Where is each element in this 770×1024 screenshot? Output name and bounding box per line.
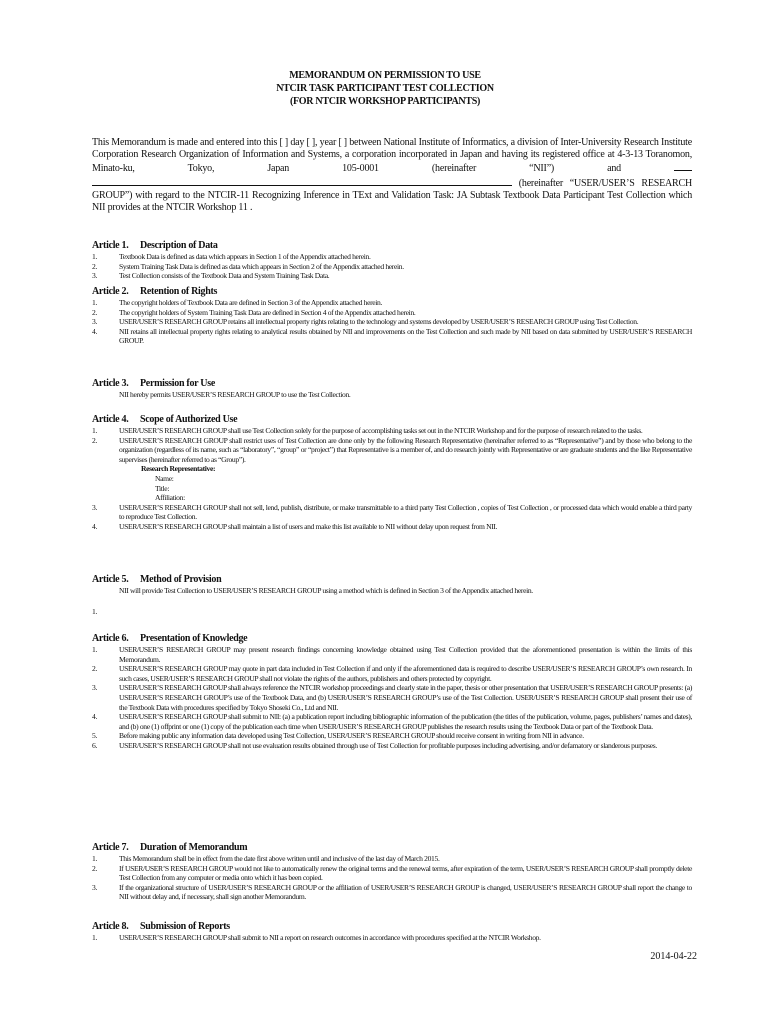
blank-line (92, 176, 512, 186)
article-text: NII hereby permits USER/USER’S RESEARCH GROUP to use the Test Collection. (119, 390, 351, 399)
research-representative (92, 464, 692, 502)
list-item: 2. USER/USER’S RESEARCH GROUP may quote in part data included in Test Collection if and only if the aforementioned data is required to describe USER/USER’S RESEARCH GROUP’s own research. In such cases, USER/USER’S RESEARCH GROUP shall not violate the rights of the authors, publishers and others protected by copyright. (92, 664, 692, 683)
title-line: NTCIR TASK PARTICIPANT TEST COLLECTION (276, 83, 494, 94)
list-item: 5. Before making public any information data developed using Test Collection, USER/USER’S RESEARCH GROUP should receive consent in writing from NII in advance. (92, 731, 584, 741)
stray-number: 1. (92, 606, 97, 616)
document-title (0, 69, 770, 108)
article-2 (92, 286, 692, 346)
article-7 (92, 842, 692, 902)
rep-field-title: Title: (155, 483, 170, 493)
list-item: 3. USER/USER’S RESEARCH GROUP shall always reference the NTCIR workshop proceedings and clearly state in the paper, thesis or other presentation that USER/USER’S RESEARCH GROUP presents: (a) USER/USER’S RESEARCH GROUP’s use of the Textbook Data, and (b) USER/USER’S RESEARCH GROUP’s use of the Test Collection. USER/USER’S RESEARCH GROUP shall present their use of the Textbook Data with procedures specified by Tokyo Shoseki Co., Ltd and NII. (92, 683, 692, 712)
list-item: 4. USER/USER’S RESEARCH GROUP shall maintain a list of users and make this list available to NII without delay upon request from NII. (92, 521, 498, 531)
list-item: 4. NII retains all intellectual property rights relating to analytical results obtained by NII and improvements on the Test Collection and such made by NII based on data submitted by USER/USER’S RESEARCH GROUP. (92, 326, 692, 346)
list-item: 1. Textbook Data is defined as data which appears in Section 1 of the Appendix attached herein. (92, 252, 371, 261)
blank-line (674, 161, 692, 171)
article-heading: Article 6. Presentation of Knowledge (92, 633, 248, 644)
title-line: MEMORANDUM ON PERMISSION TO USE (289, 70, 481, 81)
list-item: 2. USER/USER’S RESEARCH GROUP shall restrict uses of Test Collection are done only by the following Research Representative (hereinafter referred to as “Representative”) and by those who belong to the organization (regardless of its name, such as “laboratory”, “group” or “project”) that Representative is a member of, and do research jointly with Representative or are graduate students and the like Representative supervises (hereinafter referred to as “Group”). (92, 435, 692, 464)
rep-field-name: Name: (155, 473, 174, 483)
article-6 (92, 633, 692, 751)
article-heading: Article 7. Duration of Memorandum (92, 842, 248, 853)
intro-paragraph (92, 137, 692, 214)
article-heading: Article 4. Scope of Authorized Use (92, 414, 238, 425)
list-item: 2. The copyright holders of System Training Task Data are defined in Section 4 of the Appendix attached herein. (92, 307, 416, 317)
list-item: 1. This Memorandum shall be in effect from the date first above written until and inclusive of the last day of March 2015. (92, 854, 440, 863)
rep-field-affiliation: Affiliation: (155, 493, 185, 503)
article-text: NII will provide Test Collection to USER/USER’S RESEARCH GROUP using a method which is defined in Section 3 of the Appendix attached herein. (119, 586, 533, 595)
article-heading: Article 5. Method of Provision (92, 574, 222, 585)
list-item: 3. If the organizational structure of USER/USER’S RESEARCH GROUP or the affiliation of USER/USER’S RESEARCH GROUP is changed, USER/USER’S RESEARCH GROUP shall report the change to NII without delay and, if necessary, shall sign another Memorandum. (92, 882, 692, 902)
intro-text-2: (hereinafter “USER/USER’S RESEARCH GROUP”) with regard to the NTCIR-11 Recognizing Inference in TExt and Validation Task: JA Subtask Textbook Data Participant Test Collection which NII provides at the NTCIR Workshop 11 . (92, 177, 692, 214)
list-item: 2. If USER/USER’S RESEARCH GROUP would not like to automatically renew the original terms and the renewal terms, after expiration of the term, USER/USER’S RESEARCH GROUP shall promptly delete Test Collection from any computer or media onto which it has been copied. (92, 863, 692, 883)
list-item: 1. USER/USER’S RESEARCH GROUP shall use Test Collection solely for the purpose of accomplishing tasks set out in the NTCIR Workshop and for the purpose of research related to the tasks. (92, 426, 643, 435)
list-item: 6. USER/USER’S RESEARCH GROUP shall not use evaluation results obtained through use of Test Collection for profitable purposes including advertising, and/or defamatory or slanderous purposes. (92, 740, 657, 750)
footer-date: 2014-04-22 (650, 951, 697, 962)
article-heading: Article 8. Submission of Reports (92, 921, 230, 932)
list-item: 3. USER/USER’S RESEARCH GROUP shall not sell, lend, publish, distribute, or make transmittable to a third party Test Collection , copies of Test Collection , or processed data which would enable a third party to reproduce Test Collection. (92, 502, 692, 522)
article-heading: Article 2. Retention of Rights (92, 286, 218, 297)
list-item: 2. System Training Task Data is defined as data which appears in Section 2 of the Appendix attached herein. (92, 261, 404, 271)
article-5 (92, 574, 692, 616)
title-line: (FOR NTCIR WORKSHOP PARTICIPANTS) (289, 96, 481, 107)
article-8 (92, 921, 692, 943)
list-item: 3. Test Collection consists of the Textbook Data and System Training Task Data. (92, 271, 330, 281)
article-3 (92, 378, 692, 400)
list-item: 4. USER/USER’S RESEARCH GROUP shall submit to NII: (a) a publication report including bibliographic information of the publication (the titles of the publication, volume, pages, publishers’ names and dates), and (b) one (1) offprint or one (1) copy of the publication each time when USER/USER’S RESEARCH GROUP publishes the research results using the Textbook Data or part of the Textbook Data. (92, 712, 692, 731)
article-heading: Article 1. Description of Data (92, 240, 218, 251)
list-item: 1. USER/USER’S RESEARCH GROUP may present research findings concerning knowledge obtained using Test Collection provided that the aforementioned presentation is within the limits of this Memorandum. (92, 645, 692, 664)
list-item: 1. The copyright holders of Textbook Data are defined in Section 3 of the Appendix attached herein. (92, 298, 383, 307)
article-heading: Article 3. Permission for Use (92, 378, 215, 389)
rep-heading: Research Representative: (141, 464, 216, 474)
article-1 (92, 240, 692, 281)
list-item: 1. USER/USER’S RESEARCH GROUP shall submit to NII a report on research outcomes in accordance with procedures specified at the NTCIR Workshop. (92, 933, 541, 942)
article-4 (92, 414, 692, 532)
list-item: 3. USER/USER’S RESEARCH GROUP retains all intellectual property rights relating to the technology and systems developed by USER/USER’S RESEARCH GROUP using Test Collection. (92, 317, 639, 327)
intro-text-1: This Memorandum is made and entered into this [ ] day [ ], year [ ] between National Institute of Informatics, a division of Inter-University Research Institute Corporation Research Organization of Information and Systems, a corporation incorporated in Japan and having its registered office at 4-3-13 Toranomon, Minato-ku, Tokyo, Japan 105-0001 (hereinafter “NII”) and (92, 137, 692, 175)
